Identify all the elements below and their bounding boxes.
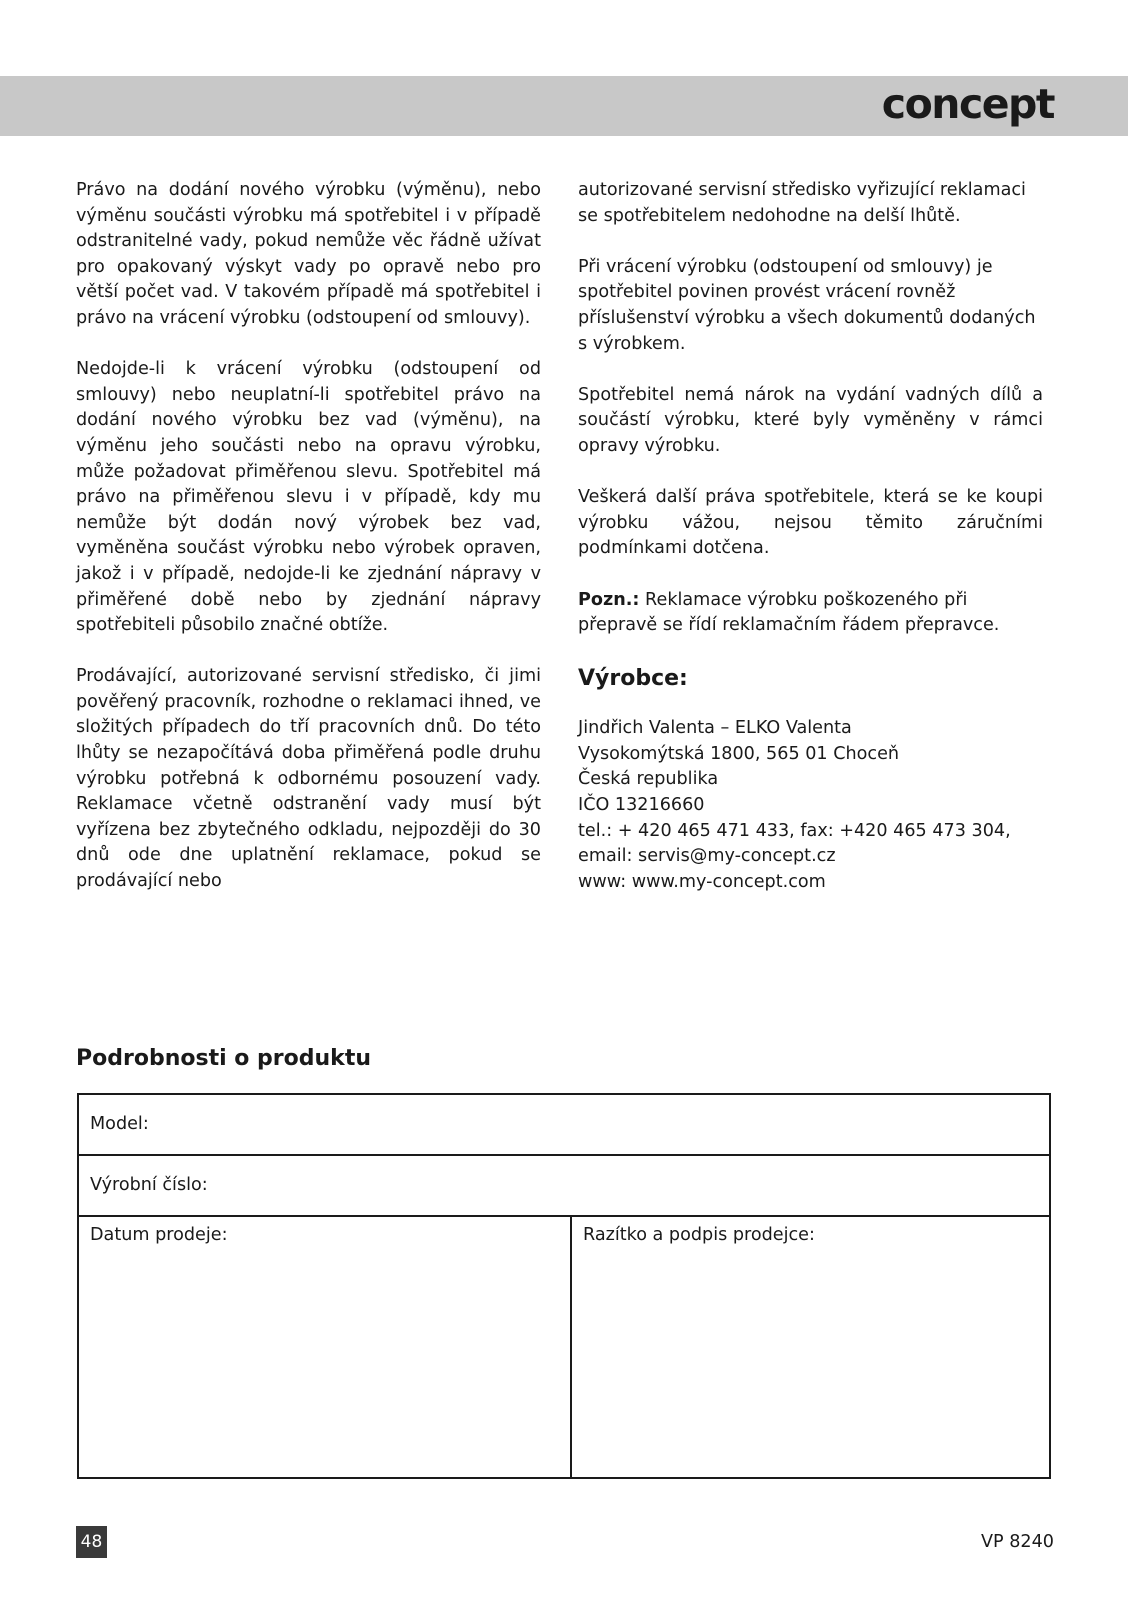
manufacturer-name: Jindřich Valenta – ELKO Valenta	[578, 718, 852, 739]
manufacturer-country: Česká republika	[578, 769, 719, 790]
model-row[interactable]	[79, 1095, 1049, 1156]
seller-stamp-label: Razítko a podpis prodejce:	[583, 1225, 815, 1245]
paragraph-discount-right: Nedojde-li k vrácení výrobku (odstoupení od smlouvy) nebo neuplatní-li spotřebitel právo na dodání nového výrobku bez vad (výměnu), na výměnu jeho součásti nebo na opravu výrobku, může požadovat přiměřenou slevu. Spotřebitel má právo na přiměřenou slevu i v případě, kdy mu nemůže být dodán nový výrobek bez vad, vyměněna součást výrobku nebo výrobek opraven, jakož i v případě, nedojde-li ke zjednání nápravy v přiměřené době nebo by zjednání nápravy spotřebiteli působilo značné obtíže.	[76, 359, 541, 636]
page-number: 48	[76, 1526, 107, 1558]
serial-number-row[interactable]	[79, 1156, 1049, 1217]
note-text: Reklamace výrobku poškozeného při přepravě se řídí reklamačním řádem přepravce.	[578, 589, 1000, 636]
serial-number-label: Výrobní číslo:	[90, 1175, 208, 1195]
paragraph-replacement-right: Právo na dodání nového výrobku (výměnu), nebo výměnu součásti výrobku má spotřebitel i v případě odstranitelné vady, pokud nemůže věc řádně užívat pro opakovaný výskyt vady po opravě nebo pro větší počet vad. V takovém případě má spotřebitel i právo na vrácení výrobku (odstoupení od smlouvy).	[76, 180, 541, 328]
manufacturer-address	[578, 716, 1043, 895]
paragraph-claim-decision: Prodávající, autorizované servisní středisko, či jimi pověřený pracovník, rozhodne o reklamaci ihned, ve složitých případech do tří pracovních dnů. Do této lhůty se nezapočítává doba přiměřená podle druhu výrobku potřebná k odbornému posouzení vady. Reklamace včetně odstranění vady musí být vyřízena bez zbytečného odkladu, nejpozději do 30 dnů ode dne uplatnění reklamace, pokud se prodávající nebo	[76, 666, 541, 892]
right-column	[578, 178, 1043, 895]
seller-stamp-cell[interactable]	[572, 1217, 1049, 1477]
manufacturer-website: www: www.my-concept.com	[578, 871, 826, 892]
note-paragraph	[578, 588, 1043, 639]
paragraph-other-rights: Veškerá další práva spotřebitele, která se ke koupi výrobku vážou, nejsou těmito záručními podmínkami dotčena.	[578, 487, 1043, 559]
manufacturer-ico: IČO 13216660	[578, 795, 705, 816]
model-code: VP 8240	[980, 1532, 1054, 1552]
note-label: Pozn.:	[578, 589, 640, 610]
product-details-table	[77, 1093, 1051, 1479]
model-label: Model:	[90, 1114, 149, 1134]
concept-logo: concept	[881, 80, 1054, 128]
manufacturer-heading: Výrobce:	[578, 666, 688, 692]
paragraph-defective-parts: Spotřebitel nemá nárok na vydání vadných dílů a součástí výrobku, které byly vyměněny v rámci opravy výrobku.	[578, 384, 1043, 456]
manufacturer-street: Vysokomýtská 1800, 565 01 Choceň	[578, 743, 900, 764]
manufacturer-phone: tel.: + 420 465 471 433, fax: +420 465 473 304,	[578, 820, 1011, 841]
paragraph-claim-deadline: autorizované servisní středisko vyřizující reklamaci se spotřebitelem nedohodne na delší lhůtě.	[578, 180, 1026, 226]
product-details-title: Podrobnosti o produktu	[76, 1046, 371, 1071]
left-column	[76, 178, 541, 920]
paragraph-return-accessories: Při vrácení výrobku (odstoupení od smlouvy) je spotřebitel povinen provést vrácení rovněž příslušenství výrobku a všech dokumentů dodaných s výrobkem.	[578, 256, 1036, 354]
sale-date-label: Datum prodeje:	[90, 1225, 228, 1245]
manufacturer-email: email: servis@my-concept.cz	[578, 846, 836, 867]
sale-date-cell[interactable]	[79, 1217, 572, 1477]
